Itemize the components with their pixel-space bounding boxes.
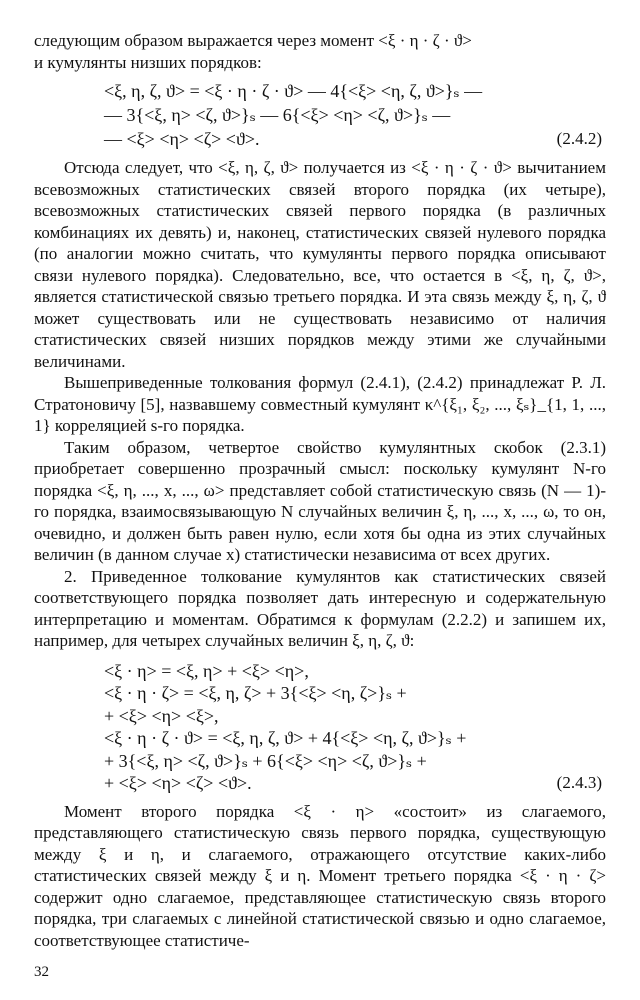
paragraph-moments: 2. Приведенное толкование кумулянтов как статистических связей соответствующего порядка позволяет дать интересную и содержательную интерпретацию и моментам. Обратимся к формулам (2.2.2) и запишем их, например, для четырех случайных величин ξ, η, ζ, ϑ: [34, 566, 606, 650]
equation-line: + 3{<ξ, η> <ζ, ϑ>}ₛ + 6{<ξ> <η> <ζ, ϑ>}ₛ + [104, 750, 427, 771]
equation-number: (2.4.2) [556, 129, 602, 148]
equation-2-4-2 [34, 79, 606, 151]
equation-line: <ξ, η, ζ, ϑ> = <ξ · η · ζ · ϑ> — 4{<ξ> <η, ζ, ϑ>}ₛ — [104, 81, 483, 101]
equation-line: + <ξ> <η> <ξ>, [104, 705, 219, 726]
paragraph-fourth-property: Таким образом, четвертое свойство кумулянтных скобок (2.3.1) приобретает совершенно прозрачный смысл: поскольку кумулянт N-го порядка <ξ, η, ..., x, ..., ω> представляет собой статистическую связь (N — 1)-го порядка, взаимосвязывающую N случайных величин ξ, η, ..., x, ..., ω, то он, очевидно, и должен быть равен нулю, если хотя бы одна из этих случайных величин (в данном случае x) статистически независима от всех других. [34, 437, 606, 564]
intro-line-2: и кумулянты низших порядков: [34, 52, 262, 72]
paragraph-interpretation: Отсюда следует, что <ξ, η, ζ, ϑ> получается из <ξ · η · ζ · ϑ> вычитанием всевозможных статистических связей второго порядка (их четыре), всевозможных статистических связей первого порядка (в различных комбинациях их девять) и, наконец, статистических связей нулевого порядка (по аналогии можно считать, что кумулянты первого порядка описывают связи нулевого порядка). Следовательно, все, что остается в <ξ, η, ζ, ϑ>, является статистической связью третьего порядка. И эта связь между ξ, η, ζ, ϑ может существовать или не существовать независимо от наличия статистических связей низших порядков между этими же случайными величинами. [34, 158, 606, 371]
equation-line: <ξ · η> = <ξ, η> + <ξ> <η>, [104, 660, 309, 681]
intro-line-1: следующим образом выражается через момент <ξ · η · ζ · ϑ> [34, 31, 472, 50]
equation-number: (2.4.3) [556, 773, 602, 792]
equation-line-text: — <ξ> <η> <ζ> <ϑ>. [104, 129, 260, 149]
equation-line: <ξ · η · ζ> = <ξ, η, ζ> + 3{<ξ> <η, ζ>}ₛ + [104, 683, 407, 703]
equation-line: <ξ · η · ζ · ϑ> = <ξ, η, ζ, ϑ> + 4{<ξ> <η, ζ, ϑ>}ₛ + [104, 728, 467, 748]
intro-text [34, 30, 606, 73]
paragraph-second-moment: Момент второго порядка <ξ · η> «состоит» из слагаемого, представляющего статистическую связь первого порядка, существующую между ξ и η, и слагаемого, отражающего отсутствие каких-либо статистических связей между ξ и η. Момент третьего порядка <ξ · η · ζ> содержит одно слагаемое, представляющее статистическую связь второго порядка, три слагаемых с линейной статистической связью и одно слагаемое, соответствующее статистиче- [34, 801, 606, 950]
equation-line [104, 127, 606, 151]
equation-line-text: + <ξ> <η> <ζ> <ϑ>. [104, 773, 252, 793]
page-number: 32 [34, 964, 49, 980]
page-body [34, 30, 606, 951]
paragraph-stratonovich: Вышеприведенные толкования формул (2.4.1), (2.4.2) принадлежат Р. Л. Стратоновичу [5], назвавшему совместный кумулянт κ^{ξ₁, ξ₂, ..., ξₛ}_{1, 1, ..., 1} корреляцией s-го порядка. [34, 373, 606, 435]
equation-line: — 3{<ξ, η> <ζ, ϑ>}ₛ — 6{<ξ> <η> <ζ, ϑ>}ₛ — [104, 105, 451, 125]
equation-2-4-3 [34, 660, 606, 795]
equation-line [104, 772, 606, 795]
